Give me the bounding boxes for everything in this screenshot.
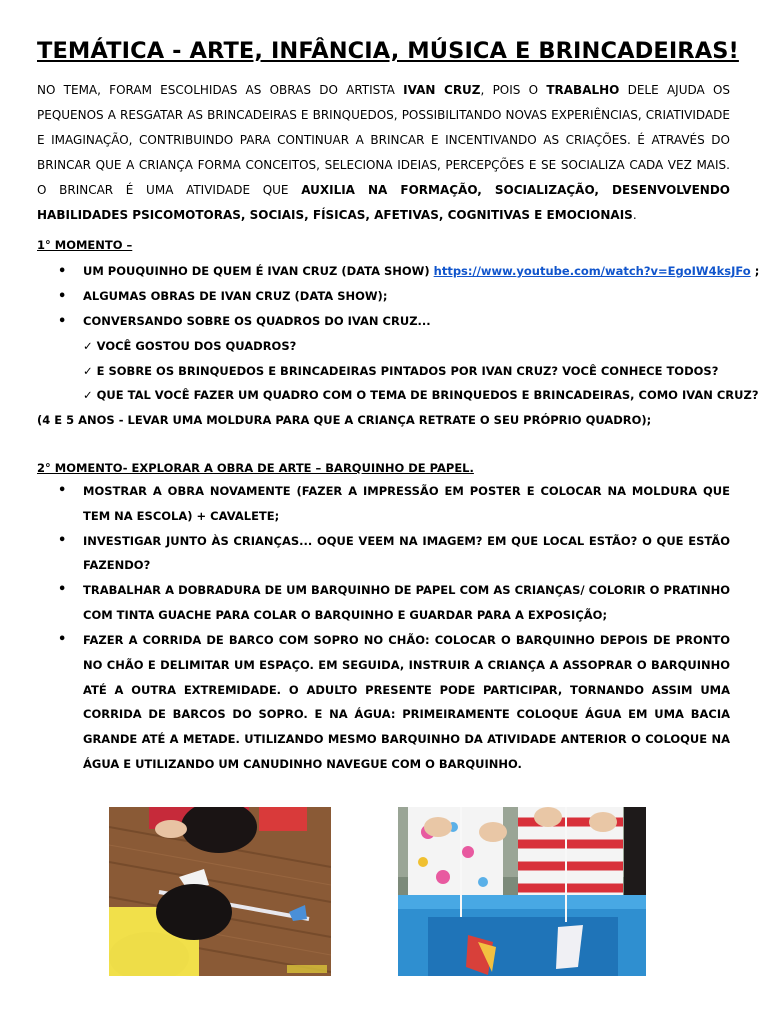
moment2-list: [37, 479, 730, 776]
page-title: TEMÁTICA - ARTE, INFÂNCIA, MÚSICA E BRINCADEIRAS!: [37, 38, 739, 64]
moment1-list: [37, 259, 760, 334]
question-1: ✓ VOCÊ GOSTOU DOS QUADROS?: [83, 339, 297, 353]
bullet-icon: •: [58, 632, 67, 648]
bullet-icon: •: [58, 483, 67, 498]
list-item: [37, 578, 730, 627]
age-note: (4 E 5 ANOS - LEVAR UMA MOLDURA PARA QUE A CRIANÇA RETRATE O SEU PRÓPRIO QUADRO);: [37, 412, 652, 427]
list-item-text: UM POUQUINHO DE QUEM É IVAN CRUZ (DATA SHOW): [83, 264, 434, 278]
bullet-icon: •: [58, 532, 67, 548]
intro-text-2: , POIS O: [480, 83, 547, 97]
list-item-text: TRABALHAR A DOBRADURA DE UM BARQUINHO DE PAPEL COM AS CRIANÇAS/ COLORIR O PRATINHO COM TINTA GUACHE PARA COLAR O BARQUINHO E GUARDAR PARA A EXPOSIÇÃO;: [83, 583, 730, 623]
list-item-text: CONVERSANDO SOBRE OS QUADROS DO IVAN CRUZ...: [83, 314, 431, 328]
list-item-text: MOSTRAR A OBRA NOVAMENTE (FAZER A IMPRESSÃO EM POSTER E COLOCAR NA MOLDURA QUE TEM NA ESCOLA) + CAVALETE;: [83, 484, 730, 523]
list-item: [37, 309, 730, 334]
list-item: [37, 284, 730, 309]
intro-paragraph: [37, 78, 730, 228]
question-2: ✓ E SOBRE OS BRINQUEDOS E BRINCADEIRAS PINTADOS POR IVAN CRUZ? VOCÊ CONHECE TODOS?: [83, 363, 719, 378]
moment1-heading: 1° MOMENTO –: [37, 238, 133, 252]
intro-text-3: DELE AJUDA OS PEQUENOS A RESGATAR AS BRINCADEIRAS E BRINQUEDOS, POSSIBILITANDO NOVAS EXPERIÊNCIAS, CRIATIVIDADE E IMAGINAÇÃO, CONTRIBUINDO PARA CONTINUAR A BRINCAR E INCENTIVANDO AS CRIAÇÕES. É ATRAVÉS DO BRINCAR QUE A CRIANÇA FORMA CONCEITOS, SELECIONA IDEIAS, PERCEPÇÕES E SE SOCIALIZA CADA VEZ MAIS. O BRINCAR É UMA ATIVIDADE QUE: [37, 83, 731, 197]
intro-bold-artist: IVAN CRUZ: [403, 83, 481, 97]
list-item-text: INVESTIGAR JUNTO ÀS CRIANÇAS... OQUE VEEM NA IMAGEM? EM QUE LOCAL ESTÃO? O QUE ESTÃO FAZENDO?: [83, 533, 730, 573]
list-item-text: FAZER A CORRIDA DE BARCO COM SOPRO NO CHÃO: COLOCAR O BARQUINHO DEPOIS DE PRONTO NO CHÃO E DELIMITAR UM ESPAÇO. EM SEGUIDA, INSTRUIR A CRIANÇA A ASSOPRAR O BARQUINHO ATÉ A OUTRA EXTREMIDADE. O ADULTO PRESENTE PODE PARTICIPAR, TORNANDO ASSIM UMA CORRIDA DE BARCOS DO SOPRO. E NA ÁGUA: PRIMEIRAMENTE COLOQUE ÁGUA EM UMA BACIA GRANDE ATÉ A METADE. UTILIZANDO MESMO BARQUINHO DA ATIVIDADE ANTERIOR O COLOQUE NA ÁGUA E UTILIZANDO UM CANUDINHO NAVEGUE COM O BARQUINHO.: [83, 633, 730, 771]
youtube-link[interactable]: https://www.youtube.com/watch?v=EgoIW4ksJFo: [433, 264, 751, 278]
list-item-text: ALGUMAS OBRAS DE IVAN CRUZ (DATA SHOW);: [83, 289, 388, 303]
list-item: [37, 628, 730, 776]
moment1-section: [37, 259, 760, 433]
bullet-icon: •: [58, 264, 67, 279]
moment2-heading: 2° MOMENTO- EXPLORAR A OBRA DE ARTE – BARQUINHO DE PAPEL.: [37, 461, 474, 475]
list-item: [37, 529, 730, 578]
bullet-icon: •: [58, 314, 67, 329]
intro-bold-work: TRABALHO: [546, 83, 620, 97]
photo-water-boat-tub: [398, 807, 646, 976]
question-3: ✓ QUE TAL VOCÊ FAZER UM QUADRO COM O TEMA DE BRINQUEDOS E BRINCADEIRAS, COMO IVAN CRUZ?: [83, 388, 759, 402]
document-page: [37, 36, 760, 771]
intro-text-1: NO TEMA, FORAM ESCOLHIDAS AS OBRAS DO ARTISTA: [37, 83, 404, 97]
list-item: [37, 479, 730, 528]
intro-bold-skills: AUXILIA NA FORMAÇÃO, SOCIALIZAÇÃO, DESENVOLVENDO HABILIDADES PSICOMOTORAS, SOCIAIS, FÍSICAS, AFETIVAS, COGNITIVAS E EMOCIONAIS: [37, 183, 730, 222]
list-item: [37, 259, 760, 284]
intro-text-4: .: [632, 208, 637, 222]
list-item-end: ;: [750, 264, 760, 278]
photo-floor-boat-race: [109, 807, 331, 976]
bullet-icon: •: [58, 289, 67, 304]
moment2-section: [37, 479, 730, 777]
bullet-icon: •: [58, 582, 67, 598]
